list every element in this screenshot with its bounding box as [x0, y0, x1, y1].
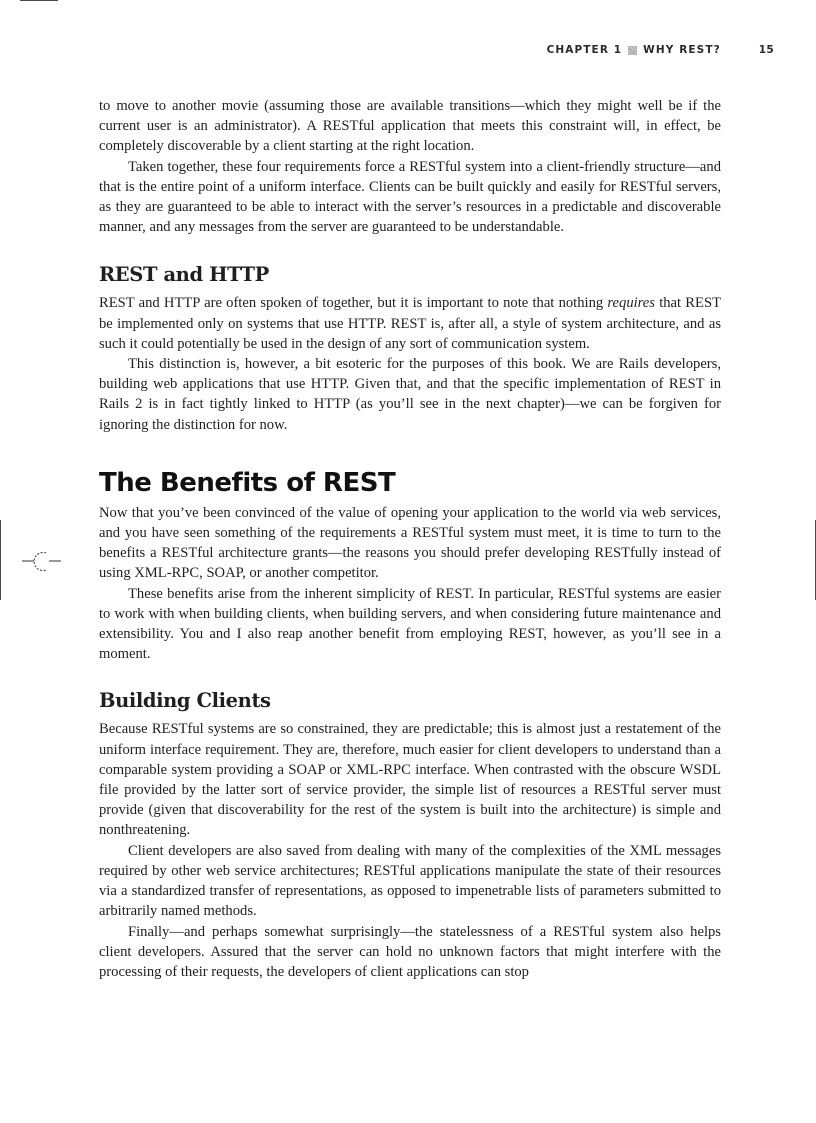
emphasis-requires: requires	[607, 295, 655, 312]
heading-rest-and-http: REST and HTTP	[99, 263, 269, 287]
text-column	[99, 96, 721, 982]
paragraph-2: Taken together, these four requirements force a RESTful system into a client-friendly structure—and that is the entire point of a uniform interface. Clients can be built quickly and easily for RESTful servers, as they are guaranteed to be able to interact with the server’s resources in a predictable and discoverable manner, and any messages from the server are guaranteed to be understandable.	[99, 158, 721, 236]
header-separator-icon	[628, 46, 637, 55]
crop-mark-left	[0, 520, 1, 600]
paragraph-4: This distinction is, however, a bit esoteric for the purposes of this book. We are Rails developers, building web applications that use HTTP. Given that, and that the specific implementation of REST in Rails 2 is in fact tightly linked to HTTP (as you’ll see in the next chapter)—we can be forgiven for ignoring the distinction for now.	[99, 356, 721, 433]
paragraph-3-start: REST and HTTP are often spoken of together, but it is important to note that nothing	[99, 295, 608, 312]
crop-mark-top	[20, 0, 58, 1]
paragraph-3	[99, 293, 721, 354]
running-header	[547, 44, 774, 56]
paragraph-5: Now that you’ve been convinced of the value of opening your application to the world via web services, and you have seen something of the requirements a RESTful system must meet, it is time to turn to the benefits a RESTful architecture grants—the reasons you should prefer developing RESTfully instead of using XML-RPC, SOAP, or another competitor.	[99, 504, 721, 582]
heading-building-clients: Building Clients	[99, 689, 271, 713]
chapter-label: CHAPTER 1	[546, 44, 623, 56]
paragraph-7: Because RESTful systems are so constrained, they are predictable; this is almost just a restatement of the uniform interface requirement. They are, therefore, much easier for client developers to understand than a comparable system providing a SOAP or XML-RPC interface. When contrasted with the obscure WSDL file provided by the latter sort of service provider, the simple list of resources a RESTful server must provide (given that discoverability for the rest of the system is built into the architecture) is simple and nonthreatening.	[99, 721, 721, 839]
paragraph-9: Finally—and perhaps somewhat surprisingly—the statelessness of a RESTful system also helps client developers. Assured that the server can hold no unknown factors that might interfere with the processing of their requests, the developers of client applications can stop	[99, 923, 721, 980]
paragraph-6: These benefits arise from the inherent simplicity of REST. In particular, RESTful systems are easier to work with when building clients, when building servers, and when considering future maintenance and extensibility. You and I also reap another benefit from employing REST, however, as you’ll see in a moment.	[99, 585, 721, 663]
chapter-title: WHY REST?	[643, 44, 721, 56]
paragraph-1: to move to another movie (assuming those are available transitions—which they might well be if the current user is an administrator). A RESTful application that meets this constraint will, in effect, be completely discoverable by a client starting at the right location.	[99, 98, 721, 155]
heading-benefits-of-rest: The Benefits of REST	[99, 467, 396, 498]
paragraph-8: Client developers are also saved from dealing with many of the complexities of the XML messages required by other web service architectures; RESTful applications manipulate the state of their resources via a standardized transfer of representations, as opposed to impenetrable lists of parameters submitted to arbitrarily named methods.	[99, 842, 721, 920]
paragraph-3-end: that REST be implemented only on systems that use HTTP. REST is, after all, a style of system architecture, and as such it could potentially be used in the design of any sort of communication system.	[99, 295, 721, 352]
registration-mark-icon	[22, 548, 62, 578]
page-number: 15	[758, 44, 774, 56]
